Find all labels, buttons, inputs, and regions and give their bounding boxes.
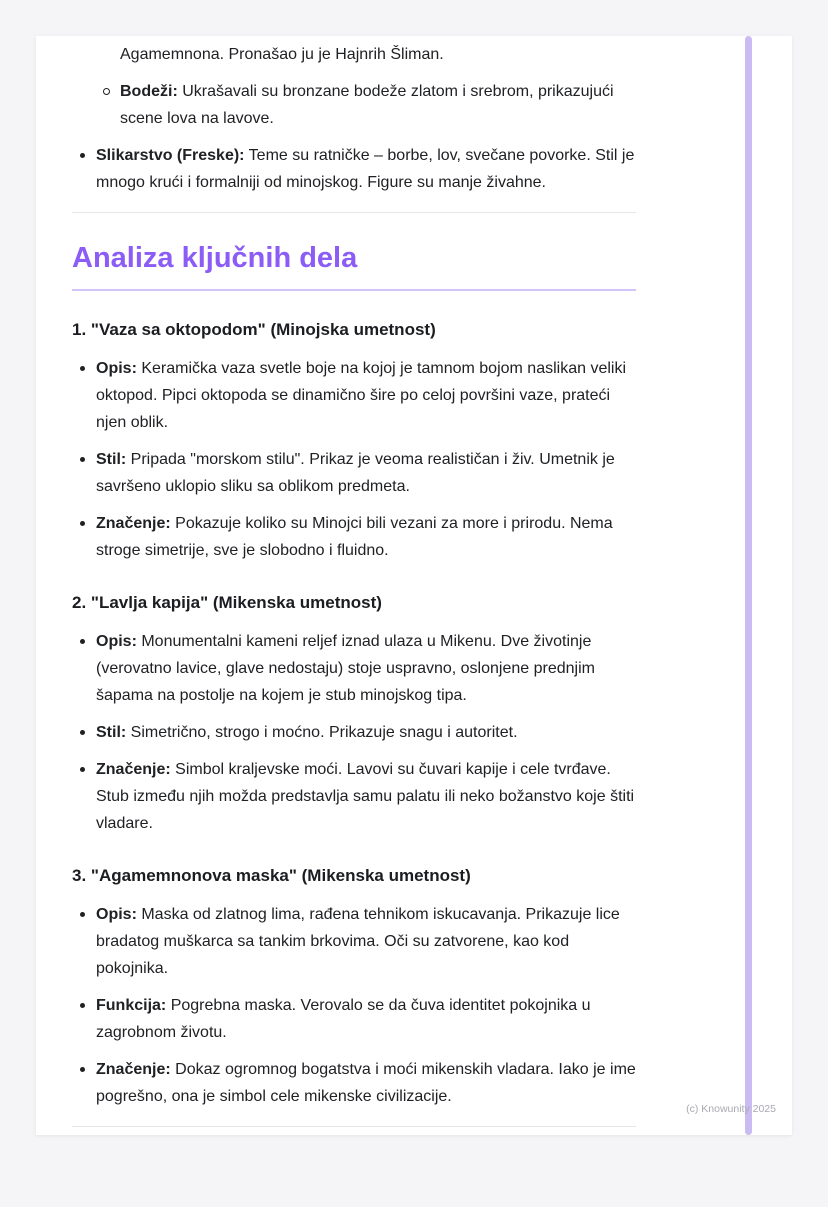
bullet-list [72,901,636,1110]
bullet-icon [80,912,85,917]
work-heading: 1. "Vaza sa oktopodom" (Minojska umetnost) [72,320,436,339]
point-text: Pokazuje koliko su Minojci bili vezani za more i prirodu. Nema stroge simetrije, sve je slobodno i fluidno. [96,515,613,559]
point-text: Pripada "morskom stilu". Prikaz je veoma realističan i živ. Umetnik je savršeno uklopio sliku sa oblikom predmeta. [96,451,615,495]
bullet-list [72,355,636,564]
point-text: Ukrašavali su bronzane bodeže zlatom i srebrom, prikazujući scene lova na lavove. [120,83,614,127]
point-label: Značenje: [96,515,171,532]
point-label: Značenje: [96,1061,171,1078]
bullet-icon [80,1003,85,1008]
point-text: Keramička vaza svetle boje na kojoj je tamnom bojom naslikan veliki oktopod. Pipci oktopoda se dinamično šire po celoj površini vaze, prateći njen oblik. [96,360,627,431]
point-text: Pogrebna maska. Verovalo se da čuva identitet pokojnika u zagrobnom životu. [96,997,591,1041]
point-label: Stil: [96,724,127,741]
list-item [72,510,636,564]
bullet-icon [80,767,85,772]
list-item [72,1056,636,1110]
section-title-underline [72,289,636,291]
list-item [72,355,636,436]
point-label: Opis: [96,633,137,650]
point-label: Opis: [96,360,137,377]
bullet-list [72,142,636,196]
point-text: Simetrično, strogo i moćno. Prikazuje snagu i autoritet. [130,724,518,741]
point-label: Stil: [96,451,127,468]
content-divider [72,1126,636,1127]
bullet-icon [80,1067,85,1072]
list-item [72,446,636,500]
list-item-continuation [96,41,636,68]
viewer-background [0,36,828,1207]
continuation-text: Agamemnona. Pronašao ju je Hajnrih Šliman. [120,46,444,63]
list-item [72,992,636,1046]
list-item [96,78,636,132]
point-text: Simbol kraljevske moći. Lavovi su čuvari kapije i cele tvrđave. Stub između njih možda predstavlja samu palatu ili neko božanstvo koje štiti vladare. [96,761,635,832]
point-label: Slikarstvo (Freske): [96,147,245,164]
section-title: Analiza ključnih dela [72,242,358,274]
list-item [72,756,636,837]
content-divider [72,212,636,213]
point-label: Funkcija: [96,997,167,1014]
document-content [72,36,636,1127]
point-label: Bodeži: [120,83,178,100]
scrollbar-thumb[interactable] [745,36,752,1135]
bullet-icon [80,457,85,462]
bullet-icon [80,730,85,735]
bullet-icon [80,521,85,526]
document-page [36,36,792,1135]
copyright-notice: (c) Knowunity 2025 [686,1103,776,1115]
work-heading: 2. "Lavlja kapija" (Mikenska umetnost) [72,593,382,612]
list-item [72,719,636,746]
bullet-icon [80,366,85,371]
point-text: Dokaz ogromnog bogatstva i moći mikenskih vladara. Iako je ime pogrešno, ona je simbol cele mikenske civilizacije. [96,1061,636,1105]
point-text: Maska od zlatnog lima, rađena tehnikom iskucavanja. Prikazuje lice bradatog muškarca sa tankim brkovima. Oči su zatvorene, kao kod pokojnika. [96,906,620,977]
nested-bullet-list [96,41,636,132]
list-item [72,901,636,982]
list-item [72,628,636,709]
work-heading: 3. "Agamemnonova maska" (Mikenska umetnost) [72,866,471,885]
bullet-icon [80,153,85,158]
bullet-icon [80,639,85,644]
point-label: Opis: [96,906,137,923]
point-text: Teme su ratničke – borbe, lov, svečane povorke. Stil je mnogo krući i formalniji od minojskog. Figure su manje živahne. [96,147,635,191]
circle-bullet-icon [103,88,110,95]
bullet-list [72,628,636,837]
point-label: Značenje: [96,761,171,778]
list-item [72,142,636,196]
point-text: Monumentalni kameni reljef iznad ulaza u Mikenu. Dve životinje (verovatno lavice, glave nedostaju) stoje uspravno, oslonjene prednjim šapama na postolje na kojem je stub minojskog tipa. [96,633,595,704]
